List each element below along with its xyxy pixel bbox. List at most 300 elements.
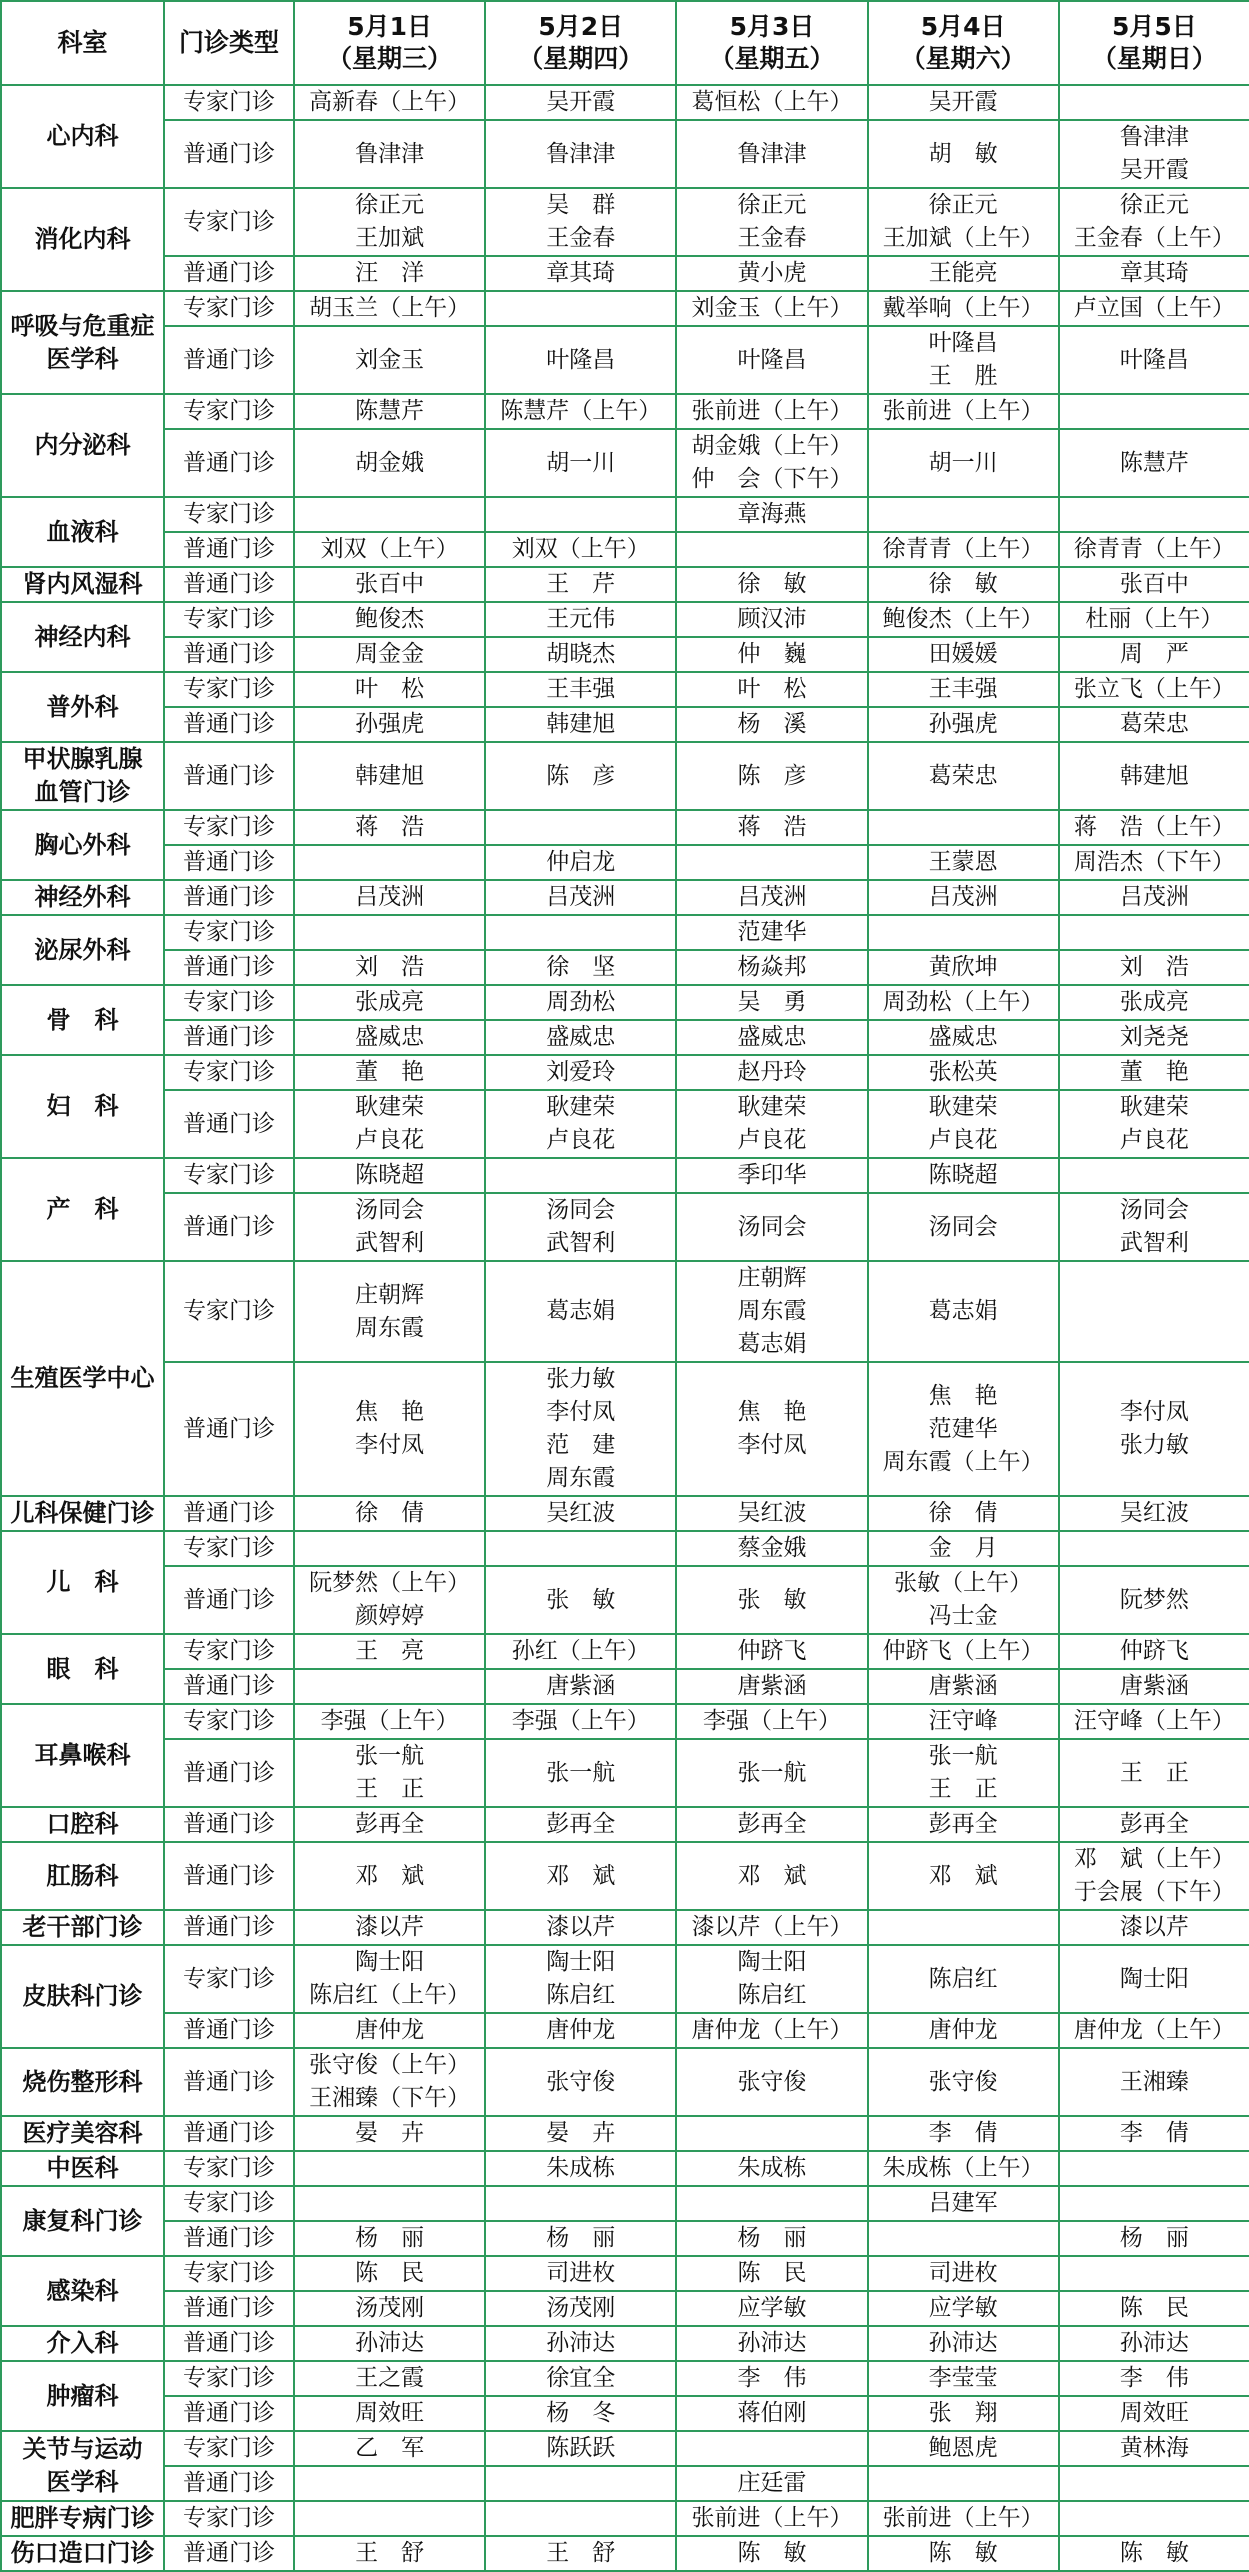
doctor-cell-day-2: 汤同会 武智利 — [485, 1193, 676, 1261]
doctor-cell-day-5: 汤同会 武智利 — [1059, 1193, 1249, 1261]
department-cell: 妇 科 — [1, 1055, 164, 1158]
doctor-cell-day-4: 孙沛达 — [868, 2326, 1059, 2361]
clinic-type-cell: 普通门诊 — [164, 1566, 294, 1634]
doctor-cell-day-4: 仲跻飞（上午） — [868, 1634, 1059, 1669]
doctor-cell-day-2: 吴 群 王金春 — [485, 188, 676, 256]
clinic-type-cell: 普通门诊 — [164, 637, 294, 672]
doctor-cell-day-5 — [1059, 2151, 1249, 2186]
doctor-cell-day-5: 章其琦 — [1059, 256, 1249, 291]
department-cell: 眼 科 — [1, 1634, 164, 1704]
clinic-type-cell: 专家门诊 — [164, 2151, 294, 2186]
doctor-cell-day-5 — [1059, 2466, 1249, 2501]
doctor-cell-day-3: 李 伟 — [676, 2361, 867, 2396]
doctor-cell-day-4 — [868, 497, 1059, 532]
clinic-type-cell: 专家门诊 — [164, 188, 294, 256]
doctor-cell-day-5: 孙沛达 — [1059, 2326, 1249, 2361]
clinic-type-cell: 专家门诊 — [164, 810, 294, 845]
doctor-cell-day-5: 王湘臻 — [1059, 2048, 1249, 2116]
doctor-cell-day-2: 王 芹 — [485, 567, 676, 602]
doctor-cell-day-4: 徐 敏 — [868, 567, 1059, 602]
doctor-cell-day-1 — [294, 2186, 485, 2221]
department-cell: 烧伤整形科 — [1, 2048, 164, 2116]
header-day-4: 5月4日 （星期六） — [868, 1, 1059, 85]
doctor-cell-day-4 — [868, 2466, 1059, 2501]
doctor-cell-day-5: 张百中 — [1059, 567, 1249, 602]
doctor-cell-day-2: 王元伟 — [485, 602, 676, 637]
doctor-cell-day-3: 张前进（上午） — [676, 394, 867, 429]
doctor-cell-day-2: 刘爱玲 — [485, 1055, 676, 1090]
doctor-cell-day-1: 刘金玉 — [294, 326, 485, 394]
table-row — [1, 567, 1249, 602]
doctor-cell-day-4: 张前进（上午） — [868, 2501, 1059, 2536]
doctor-cell-day-5: 周效旺 — [1059, 2396, 1249, 2431]
doctor-cell-day-3: 季印华 — [676, 1158, 867, 1193]
doctor-cell-day-1: 邓 斌 — [294, 1842, 485, 1910]
doctor-cell-day-2 — [485, 915, 676, 950]
department-cell: 儿 科 — [1, 1531, 164, 1634]
clinic-type-cell: 专家门诊 — [164, 985, 294, 1020]
table-row — [1, 1055, 1249, 1090]
doctor-cell-day-5: 陈 敏 — [1059, 2536, 1249, 2571]
doctor-cell-day-5: 刘尧尧 — [1059, 1020, 1249, 1055]
table-row — [1, 1531, 1249, 1566]
table-row — [1, 188, 1249, 256]
doctor-cell-day-1: 唐仲龙 — [294, 2013, 485, 2048]
doctor-cell-day-1: 孙沛达 — [294, 2326, 485, 2361]
doctor-cell-day-1: 鲁津津 — [294, 120, 485, 188]
table-row — [1, 1496, 1249, 1531]
doctor-cell-day-4: 李莹莹 — [868, 2361, 1059, 2396]
doctor-cell-day-3: 范建华 — [676, 915, 867, 950]
doctor-cell-day-4: 张守俊 — [868, 2048, 1059, 2116]
clinic-type-cell: 专家门诊 — [164, 2186, 294, 2221]
doctor-cell-day-1: 张百中 — [294, 567, 485, 602]
doctor-cell-day-2: 朱成栋 — [485, 2151, 676, 2186]
doctor-cell-day-5: 杜丽（上午） — [1059, 602, 1249, 637]
department-cell: 医疗美容科 — [1, 2116, 164, 2151]
doctor-cell-day-3: 张守俊 — [676, 2048, 867, 2116]
clinic-type-cell: 普通门诊 — [164, 1090, 294, 1158]
doctor-cell-day-1: 杨 丽 — [294, 2221, 485, 2256]
doctor-cell-day-3: 蒋伯刚 — [676, 2396, 867, 2431]
doctor-cell-day-5: 杨 丽 — [1059, 2221, 1249, 2256]
doctor-cell-day-1: 盛威忠 — [294, 1020, 485, 1055]
department-cell: 肛肠科 — [1, 1842, 164, 1910]
doctor-cell-day-3: 庄廷雷 — [676, 2466, 867, 2501]
clinic-type-cell: 专家门诊 — [164, 1261, 294, 1362]
doctor-cell-day-3: 顾汉沛 — [676, 602, 867, 637]
doctor-cell-day-4: 应学敏 — [868, 2291, 1059, 2326]
department-cell: 胸心外科 — [1, 810, 164, 880]
doctor-cell-day-1: 王 舒 — [294, 2536, 485, 2571]
clinic-type-cell: 普通门诊 — [164, 2466, 294, 2501]
doctor-cell-day-1: 漆以芹 — [294, 1910, 485, 1945]
clinic-type-cell: 专家门诊 — [164, 1704, 294, 1739]
department-cell: 感染科 — [1, 2256, 164, 2326]
table-row — [1, 326, 1249, 394]
department-cell: 康复科门诊 — [1, 2186, 164, 2256]
clinic-type-cell: 普通门诊 — [164, 1020, 294, 1055]
table-row — [1, 1566, 1249, 1634]
doctor-cell-day-3: 叶 松 — [676, 672, 867, 707]
table-row — [1, 497, 1249, 532]
doctor-cell-day-1: 蒋 浩 — [294, 810, 485, 845]
doctor-cell-day-3: 庄朝辉 周东霞 葛志娟 — [676, 1261, 867, 1362]
header-day-2: 5月2日 （星期四） — [485, 1, 676, 85]
doctor-cell-day-2: 周劲松 — [485, 985, 676, 1020]
doctor-cell-day-3: 杨 溪 — [676, 707, 867, 742]
doctor-cell-day-1 — [294, 2466, 485, 2501]
doctor-cell-day-5: 唐紫涵 — [1059, 1669, 1249, 1704]
department-cell: 神经外科 — [1, 880, 164, 915]
doctor-cell-day-5: 吴红波 — [1059, 1496, 1249, 1531]
doctor-cell-day-5 — [1059, 1531, 1249, 1566]
table-row — [1, 532, 1249, 567]
table-row — [1, 602, 1249, 637]
clinic-type-cell: 普通门诊 — [164, 429, 294, 497]
doctor-cell-day-1: 张成亮 — [294, 985, 485, 1020]
department-cell: 口腔科 — [1, 1807, 164, 1842]
doctor-cell-day-3: 陈 敏 — [676, 2536, 867, 2571]
doctor-cell-day-1: 耿建荣 卢良花 — [294, 1090, 485, 1158]
clinic-type-cell: 专家门诊 — [164, 1531, 294, 1566]
doctor-cell-day-4: 彭再全 — [868, 1807, 1059, 1842]
doctor-cell-day-1: 刘 浩 — [294, 950, 485, 985]
header-day-1: 5月1日 （星期三） — [294, 1, 485, 85]
doctor-cell-day-4: 金 月 — [868, 1531, 1059, 1566]
doctor-cell-day-3: 蔡金娥 — [676, 1531, 867, 1566]
doctor-cell-day-4: 焦 艳 范建华 周东霞（上午） — [868, 1362, 1059, 1496]
doctor-cell-day-2: 徐宜全 — [485, 2361, 676, 2396]
doctor-cell-day-2 — [485, 2501, 676, 2536]
doctor-cell-day-4: 叶隆昌 王 胜 — [868, 326, 1059, 394]
doctor-cell-day-2: 唐紫涵 — [485, 1669, 676, 1704]
doctor-cell-day-3: 焦 艳 李付凤 — [676, 1362, 867, 1496]
doctor-cell-day-1: 高新春（上午） — [294, 85, 485, 120]
doctor-cell-day-1 — [294, 1531, 485, 1566]
doctor-cell-day-2: 仲启龙 — [485, 845, 676, 880]
doctor-cell-day-5 — [1059, 394, 1249, 429]
table-row — [1, 2501, 1249, 2536]
doctor-cell-day-2: 孙红（上午） — [485, 1634, 676, 1669]
department-cell: 肥胖专病门诊 — [1, 2501, 164, 2536]
doctor-cell-day-5 — [1059, 1261, 1249, 1362]
doctor-cell-day-1: 王 亮 — [294, 1634, 485, 1669]
doctor-cell-day-1 — [294, 497, 485, 532]
table-row — [1, 845, 1249, 880]
doctor-cell-day-5 — [1059, 1158, 1249, 1193]
clinic-type-cell: 普通门诊 — [164, 707, 294, 742]
doctor-cell-day-5: 陈慧芹 — [1059, 429, 1249, 497]
doctor-cell-day-5: 韩建旭 — [1059, 742, 1249, 810]
doctor-cell-day-2: 司进枚 — [485, 2256, 676, 2291]
table-row — [1, 2256, 1249, 2291]
table-row — [1, 120, 1249, 188]
doctor-cell-day-3: 叶隆昌 — [676, 326, 867, 394]
header-day-5: 5月5日 （星期日） — [1059, 1, 1249, 85]
schedule-body — [1, 85, 1249, 2571]
clinic-type-cell: 专家门诊 — [164, 291, 294, 326]
doctor-cell-day-3: 杨焱邦 — [676, 950, 867, 985]
doctor-cell-day-4: 戴举响（上午） — [868, 291, 1059, 326]
clinic-type-cell: 普通门诊 — [164, 256, 294, 291]
clinic-type-cell: 普通门诊 — [164, 880, 294, 915]
header-dept: 科室 — [1, 1, 164, 85]
doctor-cell-day-5: 周浩杰（下午） — [1059, 845, 1249, 880]
doctor-cell-day-1: 周效旺 — [294, 2396, 485, 2431]
doctor-cell-day-1: 焦 艳 李付凤 — [294, 1362, 485, 1496]
table-row — [1, 810, 1249, 845]
doctor-cell-day-2: 张守俊 — [485, 2048, 676, 2116]
doctor-cell-day-1: 乙 军 — [294, 2431, 485, 2466]
table-row — [1, 2221, 1249, 2256]
department-cell: 普外科 — [1, 672, 164, 742]
clinic-type-cell: 普通门诊 — [164, 2326, 294, 2361]
doctor-cell-day-5: 徐正元 王金春（上午） — [1059, 188, 1249, 256]
doctor-cell-day-4: 吕建军 — [868, 2186, 1059, 2221]
doctor-cell-day-3: 盛威忠 — [676, 1020, 867, 1055]
doctor-cell-day-3: 吴 勇 — [676, 985, 867, 1020]
doctor-cell-day-2: 张一航 — [485, 1739, 676, 1807]
doctor-cell-day-2: 徐 坚 — [485, 950, 676, 985]
doctor-cell-day-5 — [1059, 915, 1249, 950]
table-row — [1, 915, 1249, 950]
doctor-cell-day-3: 黄小虎 — [676, 256, 867, 291]
doctor-cell-day-1: 韩建旭 — [294, 742, 485, 810]
clinic-type-cell: 专家门诊 — [164, 2256, 294, 2291]
doctor-cell-day-3: 刘金玉（上午） — [676, 291, 867, 326]
doctor-cell-day-4: 吕茂洲 — [868, 880, 1059, 915]
table-row — [1, 85, 1249, 120]
doctor-cell-day-4: 葛志娟 — [868, 1261, 1059, 1362]
doctor-cell-day-4: 盛威忠 — [868, 1020, 1059, 1055]
department-cell: 中医科 — [1, 2151, 164, 2186]
doctor-cell-day-3: 应学敏 — [676, 2291, 867, 2326]
doctor-cell-day-4: 李 倩 — [868, 2116, 1059, 2151]
doctor-cell-day-3: 陈 民 — [676, 2256, 867, 2291]
table-row — [1, 2536, 1249, 2571]
doctor-cell-day-2: 唐仲龙 — [485, 2013, 676, 2048]
doctor-cell-day-3: 鲁津津 — [676, 120, 867, 188]
doctor-cell-day-1: 周金金 — [294, 637, 485, 672]
doctor-cell-day-5 — [1059, 497, 1249, 532]
doctor-cell-day-5 — [1059, 2186, 1249, 2221]
doctor-cell-day-3 — [676, 2186, 867, 2221]
doctor-cell-day-2: 彭再全 — [485, 1807, 676, 1842]
doctor-cell-day-3: 葛恒松（上午） — [676, 85, 867, 120]
doctor-cell-day-2: 韩建旭 — [485, 707, 676, 742]
department-cell: 介入科 — [1, 2326, 164, 2361]
department-cell: 血液科 — [1, 497, 164, 567]
doctor-cell-day-5: 刘 浩 — [1059, 950, 1249, 985]
doctor-cell-day-4: 张 翔 — [868, 2396, 1059, 2431]
table-row — [1, 429, 1249, 497]
department-cell: 心内科 — [1, 85, 164, 188]
clinic-type-cell: 普通门诊 — [164, 2536, 294, 2571]
table-row — [1, 2291, 1249, 2326]
doctor-cell-day-3: 彭再全 — [676, 1807, 867, 1842]
doctor-cell-day-1: 胡金娥 — [294, 429, 485, 497]
doctor-cell-day-1: 张一航 王 正 — [294, 1739, 485, 1807]
table-row — [1, 2151, 1249, 2186]
table-row — [1, 2116, 1249, 2151]
table-row — [1, 2431, 1249, 2466]
table-row — [1, 2326, 1249, 2361]
department-cell: 耳鼻喉科 — [1, 1704, 164, 1807]
clinic-type-cell: 专家门诊 — [164, 1945, 294, 2013]
doctor-cell-day-2: 张力敏 李付凤 范 建 周东霞 — [485, 1362, 676, 1496]
doctor-cell-day-4: 唐紫涵 — [868, 1669, 1059, 1704]
clinic-type-cell: 专家门诊 — [164, 1158, 294, 1193]
doctor-cell-day-4: 葛荣忠 — [868, 742, 1059, 810]
doctor-cell-day-3: 张前进（上午） — [676, 2501, 867, 2536]
clinic-type-cell: 专家门诊 — [164, 394, 294, 429]
doctor-cell-day-1: 汪 洋 — [294, 256, 485, 291]
clinic-type-cell: 普通门诊 — [164, 1362, 294, 1496]
doctor-cell-day-5: 叶隆昌 — [1059, 326, 1249, 394]
doctor-cell-day-1: 张守俊（上午） 王湘臻（下午） — [294, 2048, 485, 2116]
doctor-cell-day-3: 陶士阳 陈启红 — [676, 1945, 867, 2013]
department-cell: 呼吸与危重症 医学科 — [1, 291, 164, 394]
doctor-cell-day-1: 汤同会 武智利 — [294, 1193, 485, 1261]
doctor-cell-day-5: 阮梦然 — [1059, 1566, 1249, 1634]
department-cell: 肾内风湿科 — [1, 567, 164, 602]
table-row — [1, 1362, 1249, 1496]
doctor-cell-day-5: 耿建荣 卢良花 — [1059, 1090, 1249, 1158]
table-row — [1, 394, 1249, 429]
clinic-type-cell: 普通门诊 — [164, 2048, 294, 2116]
doctor-cell-day-2: 孙沛达 — [485, 2326, 676, 2361]
doctor-cell-day-1: 徐 倩 — [294, 1496, 485, 1531]
table-row — [1, 1158, 1249, 1193]
doctor-cell-day-3: 漆以芹（上午） — [676, 1910, 867, 1945]
doctor-cell-day-2: 杨 丽 — [485, 2221, 676, 2256]
clinic-type-cell: 普通门诊 — [164, 2116, 294, 2151]
doctor-cell-day-2: 胡一川 — [485, 429, 676, 497]
clinic-type-cell: 专家门诊 — [164, 1634, 294, 1669]
clinic-type-cell: 普通门诊 — [164, 1842, 294, 1910]
table-row — [1, 1193, 1249, 1261]
department-cell: 皮肤科门诊 — [1, 1945, 164, 2048]
doctor-cell-day-4: 张一航 王 正 — [868, 1739, 1059, 1807]
department-cell: 老干部门诊 — [1, 1910, 164, 1945]
table-row — [1, 2396, 1249, 2431]
doctor-cell-day-2: 陈慧芹（上午） — [485, 394, 676, 429]
doctor-cell-day-2: 刘双（上午） — [485, 532, 676, 567]
doctor-cell-day-3 — [676, 532, 867, 567]
clinic-type-cell: 普通门诊 — [164, 1807, 294, 1842]
doctor-cell-day-4: 黄欣坤 — [868, 950, 1059, 985]
table-row — [1, 1910, 1249, 1945]
doctor-cell-day-5: 陈 民 — [1059, 2291, 1249, 2326]
clinic-type-cell: 普通门诊 — [164, 2221, 294, 2256]
clinic-type-cell: 专家门诊 — [164, 2431, 294, 2466]
doctor-cell-day-4: 唐仲龙 — [868, 2013, 1059, 2048]
doctor-cell-day-5: 陶士阳 — [1059, 1945, 1249, 2013]
doctor-cell-day-3: 吕茂洲 — [676, 880, 867, 915]
table-row — [1, 1261, 1249, 1362]
header-day-3: 5月3日 （星期五） — [676, 1, 867, 85]
doctor-cell-day-3: 徐正元 王金春 — [676, 188, 867, 256]
table-row — [1, 1842, 1249, 1910]
doctor-cell-day-4: 朱成栋（上午） — [868, 2151, 1059, 2186]
doctor-cell-day-1: 吕茂洲 — [294, 880, 485, 915]
table-row — [1, 2466, 1249, 2501]
clinic-type-cell: 专家门诊 — [164, 602, 294, 637]
doctor-cell-day-4: 徐正元 王加斌（上午） — [868, 188, 1059, 256]
doctor-cell-day-4: 汪守峰 — [868, 1704, 1059, 1739]
doctor-cell-day-4: 孙强虎 — [868, 707, 1059, 742]
doctor-cell-day-1 — [294, 2151, 485, 2186]
doctor-cell-day-3: 唐紫涵 — [676, 1669, 867, 1704]
department-cell: 消化内科 — [1, 188, 164, 291]
doctor-cell-day-2: 陈跃跃 — [485, 2431, 676, 2466]
clinic-type-cell: 专家门诊 — [164, 497, 294, 532]
doctor-cell-day-1: 鲍俊杰 — [294, 602, 485, 637]
doctor-cell-day-3: 陈 彦 — [676, 742, 867, 810]
doctor-cell-day-1: 庄朝辉 周东霞 — [294, 1261, 485, 1362]
doctor-cell-day-3: 章海燕 — [676, 497, 867, 532]
doctor-cell-day-1: 陈慧芹 — [294, 394, 485, 429]
clinic-type-cell: 普通门诊 — [164, 1193, 294, 1261]
doctor-cell-day-5 — [1059, 2256, 1249, 2291]
department-cell: 内分泌科 — [1, 394, 164, 497]
doctor-cell-day-3: 朱成栋 — [676, 2151, 867, 2186]
doctor-cell-day-4: 王蒙恩 — [868, 845, 1059, 880]
table-row — [1, 880, 1249, 915]
clinic-type-cell: 专家门诊 — [164, 2501, 294, 2536]
clinic-type-cell: 专家门诊 — [164, 915, 294, 950]
department-cell: 儿科保健门诊 — [1, 1496, 164, 1531]
doctor-cell-day-1 — [294, 1669, 485, 1704]
table-row — [1, 2361, 1249, 2396]
doctor-cell-day-5: 黄林海 — [1059, 2431, 1249, 2466]
doctor-cell-day-5: 葛荣忠 — [1059, 707, 1249, 742]
clinic-type-cell: 普通门诊 — [164, 2013, 294, 2048]
table-row — [1, 1090, 1249, 1158]
doctor-cell-day-2 — [485, 291, 676, 326]
table-row — [1, 2048, 1249, 2116]
doctor-cell-day-5: 唐仲龙（上午） — [1059, 2013, 1249, 2048]
table-row — [1, 2186, 1249, 2221]
header-row — [1, 1, 1249, 85]
doctor-cell-day-5: 王 正 — [1059, 1739, 1249, 1807]
doctor-cell-day-3: 吴红波 — [676, 1496, 867, 1531]
doctor-cell-day-2: 王丰强 — [485, 672, 676, 707]
doctor-cell-day-2 — [485, 1531, 676, 1566]
doctor-cell-day-5: 仲跻飞 — [1059, 1634, 1249, 1669]
doctor-cell-day-4: 胡 敏 — [868, 120, 1059, 188]
doctor-cell-day-3: 孙沛达 — [676, 2326, 867, 2361]
doctor-cell-day-5: 邓 斌（上午） 于会展（下午） — [1059, 1842, 1249, 1910]
department-cell: 泌尿外科 — [1, 915, 164, 985]
doctor-cell-day-5: 张立飞（上午） — [1059, 672, 1249, 707]
doctor-cell-day-1: 徐正元 王加斌 — [294, 188, 485, 256]
doctor-cell-day-5: 董 艳 — [1059, 1055, 1249, 1090]
doctor-cell-day-2 — [485, 497, 676, 532]
doctor-cell-day-4: 张前进（上午） — [868, 394, 1059, 429]
doctor-cell-day-2: 吴开霞 — [485, 85, 676, 120]
doctor-cell-day-2: 胡晓杰 — [485, 637, 676, 672]
doctor-cell-day-5 — [1059, 2501, 1249, 2536]
doctor-cell-day-1: 胡玉兰（上午） — [294, 291, 485, 326]
doctor-cell-day-2: 耿建荣 卢良花 — [485, 1090, 676, 1158]
doctor-cell-day-2: 吴红波 — [485, 1496, 676, 1531]
doctor-cell-day-5: 卢立国（上午） — [1059, 291, 1249, 326]
doctor-cell-day-2 — [485, 1158, 676, 1193]
doctor-cell-day-1: 陈晓超 — [294, 1158, 485, 1193]
doctor-cell-day-3 — [676, 845, 867, 880]
